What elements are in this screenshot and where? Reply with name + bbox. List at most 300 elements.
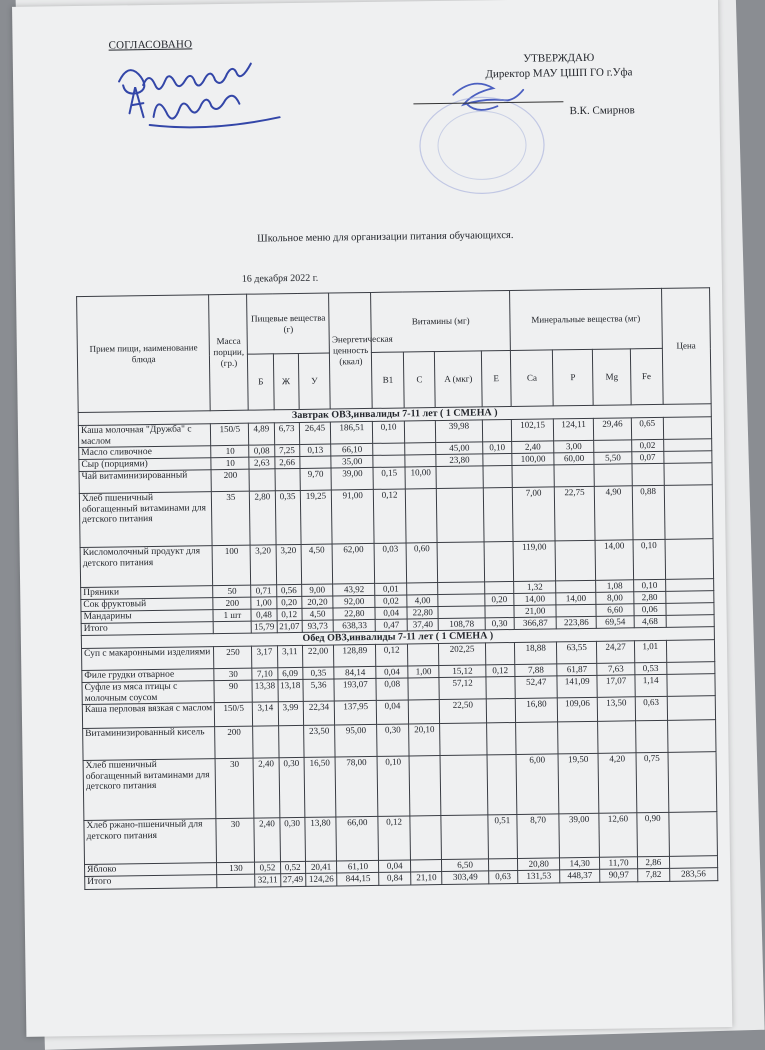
cell-mg: 1,08 xyxy=(596,580,634,593)
cell-c: 22,80 xyxy=(407,607,439,619)
cell-c xyxy=(405,489,437,543)
cell-b1: 0,04 xyxy=(379,860,411,872)
cell-kcal: 22,80 xyxy=(333,607,375,620)
cell-p xyxy=(556,580,596,593)
cell-kcal: 193,07 xyxy=(334,678,376,701)
cell-a xyxy=(437,542,484,583)
cell-mg xyxy=(594,440,632,453)
dish-name: Итого xyxy=(81,622,214,636)
col-minerals: Минеральные вещества (мг) xyxy=(510,288,662,350)
cell-kcal: 95,00 xyxy=(335,724,377,757)
cell-mg: 6,60 xyxy=(596,604,634,617)
col-c: C xyxy=(403,352,435,408)
dish-name: Сок фруктовый xyxy=(81,598,214,612)
cell-b: 0,52 xyxy=(255,862,280,874)
cell-ca: 7,88 xyxy=(515,664,557,677)
cell-b: 2,40 xyxy=(253,758,279,818)
cell-b1: 0,04 xyxy=(376,666,408,678)
cell-b1: 0,08 xyxy=(376,678,408,700)
cell-e: 0,10 xyxy=(482,441,512,453)
cell-zh: 13,18 xyxy=(278,679,304,701)
cell-ca: 16,80 xyxy=(515,698,557,723)
cell-ca: 8,70 xyxy=(517,814,560,859)
cell-e xyxy=(486,698,516,722)
dish-name: Яблоко xyxy=(85,863,218,877)
cell-price xyxy=(668,752,717,813)
cell-u: 20,41 xyxy=(305,861,337,873)
cell-e: 0,51 xyxy=(488,814,518,858)
cell-price xyxy=(666,640,715,663)
cell-zh xyxy=(275,468,301,490)
cell-b1: 0,02 xyxy=(375,595,407,607)
handwritten-signature xyxy=(109,49,310,142)
cell-mg: 11,70 xyxy=(600,857,638,870)
dish-name: Мандарины xyxy=(81,610,214,624)
cell-p: 60,00 xyxy=(554,452,594,465)
cell-u: 5,36 xyxy=(303,679,335,701)
cell-p: 14,00 xyxy=(556,592,596,605)
cell-a: 303,49 xyxy=(442,871,488,885)
cell-a: 15,12 xyxy=(439,665,485,678)
cell-u: 20,20 xyxy=(302,596,334,608)
cell-kcal: 128,89 xyxy=(334,644,376,667)
cell-a: 23,80 xyxy=(436,454,482,467)
cell-fe: 0,07 xyxy=(632,451,664,463)
cell-b: 0,48 xyxy=(251,609,276,621)
cell-mass: 200 xyxy=(215,726,253,759)
dish-name: Витаминизированный кисель xyxy=(83,727,216,761)
cell-ca: 20,80 xyxy=(518,858,560,871)
cell-b: 1,00 xyxy=(251,597,276,609)
document-page xyxy=(12,0,732,1037)
cell-price xyxy=(665,591,714,604)
cell-a: 6,50 xyxy=(442,859,488,872)
cell-zh: 3,20 xyxy=(276,544,302,584)
cell-c xyxy=(407,583,439,595)
cell-zh: 0,52 xyxy=(280,861,305,873)
cell-fe: 0,65 xyxy=(631,417,663,439)
cell-kcal: 91,00 xyxy=(332,489,375,544)
cell-fe: 7,82 xyxy=(638,868,670,881)
cell-zh: 0,12 xyxy=(277,608,302,620)
cell-kcal: 844,15 xyxy=(337,872,379,886)
cell-ca xyxy=(512,465,554,488)
col-zh: Ж xyxy=(273,353,299,409)
cell-a: 39,98 xyxy=(436,420,483,443)
dish-name: Филе грудки отварное xyxy=(82,669,215,683)
cell-e: 0,30 xyxy=(485,617,515,629)
cell-kcal: 39,00 xyxy=(331,467,373,490)
cell-u: 4,50 xyxy=(301,544,333,584)
cell-b: 32,11 xyxy=(255,874,280,887)
cell-ca: 102,15 xyxy=(511,419,553,442)
col-nutrients: Пищевые вещества (г) xyxy=(247,293,330,354)
cell-c xyxy=(408,700,440,724)
col-mg: Mg xyxy=(593,349,632,406)
cell-b1: 0,01 xyxy=(375,583,407,595)
cell-e xyxy=(486,676,516,698)
cell-ca: 100,00 xyxy=(512,453,554,466)
col-meal: Прием пищи, наименование блюда xyxy=(77,295,211,413)
cell-c: 21,10 xyxy=(411,872,443,885)
cell-zh: 6,73 xyxy=(274,422,300,444)
cell-c xyxy=(409,756,441,816)
cell-mg: 17,07 xyxy=(597,675,635,698)
cell-b: 3,17 xyxy=(252,646,278,668)
menu-table xyxy=(76,287,718,890)
cell-mg: 29,46 xyxy=(593,418,631,441)
cell-a xyxy=(437,488,484,543)
cell-fe: 0,88 xyxy=(632,485,664,539)
lunch-section-title: Обед ОВЗ,инвалиды 7-11 лет ( 1 СМЕНА ) xyxy=(81,627,714,649)
cell-a xyxy=(438,594,484,607)
cell-p: 22,75 xyxy=(554,486,595,541)
cell-c: 4,00 xyxy=(407,595,439,607)
table-row xyxy=(83,752,717,821)
cell-u: 0,35 xyxy=(303,667,335,679)
cell-b1: 0,04 xyxy=(375,607,407,619)
dish-name: Итого xyxy=(85,875,218,890)
cell-fe: 1,01 xyxy=(634,640,666,662)
dish-name: Суп с макаронными изделиями xyxy=(81,647,214,671)
cell-fe: 2,80 xyxy=(634,591,666,603)
cell-kcal: 66,00 xyxy=(336,816,379,861)
cell-p: 39,00 xyxy=(559,813,600,858)
cell-b: 2,80 xyxy=(250,491,276,545)
cell-ca: 14,00 xyxy=(514,593,556,606)
cell-b: 2,63 xyxy=(249,457,274,469)
cell-zh: 21,07 xyxy=(277,620,302,632)
cell-p: 223,86 xyxy=(556,616,596,629)
cell-c: 0,60 xyxy=(406,543,438,583)
cell-mass: 250 xyxy=(214,646,252,669)
dish-name: Суфле из мяса птицы с молочным соусом xyxy=(82,681,215,705)
cell-mg: 4,90 xyxy=(594,486,633,541)
cell-mass: 30 xyxy=(216,818,254,863)
cell-u: 124,26 xyxy=(305,873,337,886)
cell-price xyxy=(664,485,713,540)
cell-fe: 0,10 xyxy=(634,579,666,591)
cell-p: 14,30 xyxy=(560,857,600,870)
cell-p xyxy=(555,540,596,581)
cell-price xyxy=(669,856,718,869)
breakfast-section-title: Завтрак ОВЗ,инвалиды 7-11 лет ( 1 СМЕНА ) xyxy=(78,404,711,426)
cell-mass xyxy=(217,874,255,888)
cell-b1: 0,10 xyxy=(377,756,409,816)
cell-a: 57,12 xyxy=(439,677,486,700)
cell-ca: 21,00 xyxy=(514,605,556,618)
col-fe: Fe xyxy=(630,348,662,404)
cell-e xyxy=(482,419,512,441)
approved-title: УТВЕРЖДАЮ xyxy=(523,51,595,65)
cell-c: 20,10 xyxy=(408,724,440,756)
cell-kcal: 638,33 xyxy=(333,619,375,632)
dish-name: Хлеб ржано-пшеничный для детского питания xyxy=(84,819,217,865)
cell-ca: 131,53 xyxy=(518,870,560,884)
cell-zh: 0,30 xyxy=(279,817,305,861)
cell-b: 7,10 xyxy=(252,668,277,680)
cell-mg: 14,00 xyxy=(595,540,633,581)
cell-zh: 0,35 xyxy=(275,490,301,544)
cell-mass: 10 xyxy=(211,457,249,470)
cell-zh: 27,49 xyxy=(280,873,305,886)
cell-c xyxy=(410,816,442,860)
cell-mass: 200 xyxy=(213,597,251,610)
cell-e xyxy=(484,581,514,593)
cell-price xyxy=(663,463,712,486)
col-ca: Ca xyxy=(511,350,554,407)
cell-u: 93,73 xyxy=(302,620,334,632)
cell-p: 61,87 xyxy=(557,663,597,676)
cell-mg: 24,27 xyxy=(597,641,635,664)
cell-kcal: 43,92 xyxy=(333,583,375,596)
cell-a xyxy=(438,582,484,595)
col-a: A (мкг) xyxy=(435,351,482,408)
cell-fe: 0,53 xyxy=(635,662,667,674)
cell-e xyxy=(485,642,515,664)
cell-b: 0,08 xyxy=(249,445,274,457)
cell-mg: 8,00 xyxy=(596,592,634,605)
cell-e xyxy=(484,541,514,581)
col-u: У xyxy=(298,353,330,409)
cell-mass: 200 xyxy=(211,469,249,492)
cell-u: 23,50 xyxy=(303,725,335,757)
cell-mass: 130 xyxy=(217,862,255,875)
cell-e xyxy=(485,605,515,617)
col-b1: B1 xyxy=(372,352,404,408)
cell-mg: 13,50 xyxy=(597,697,635,722)
dish-name: Каша молочная "Дружба" с маслом xyxy=(78,424,211,448)
cell-u: 22,00 xyxy=(302,645,334,667)
cell-b1 xyxy=(373,455,405,467)
cell-p xyxy=(554,464,594,487)
cell-zh: 0,30 xyxy=(279,757,305,817)
cell-e xyxy=(483,453,513,465)
cell-c xyxy=(405,443,437,455)
col-p: P xyxy=(553,349,594,406)
dish-name: Масло сливочное xyxy=(79,446,212,460)
cell-e xyxy=(483,465,513,487)
col-vitamins: Витамины (мг) xyxy=(371,291,511,353)
col-b: Б xyxy=(248,354,274,410)
cell-a: 45,00 xyxy=(436,442,482,455)
cell-b1: 0,12 xyxy=(376,644,408,666)
cell-price xyxy=(663,417,712,440)
cell-b1: 0,12 xyxy=(374,489,406,543)
cell-ca: 52,47 xyxy=(515,676,557,699)
cell-mass: 150/5 xyxy=(215,702,253,727)
cell-b1: 0,47 xyxy=(375,619,407,631)
cell-fe: 2,86 xyxy=(637,856,669,868)
cell-mass: 50 xyxy=(213,585,251,598)
cell-u: 0,13 xyxy=(299,444,331,456)
cell-mass: 1 шт xyxy=(213,609,251,622)
cell-c xyxy=(404,421,436,443)
cell-fe: 0,63 xyxy=(635,696,667,720)
cell-ca xyxy=(516,722,558,755)
cell-mass: 35 xyxy=(212,491,251,546)
cell-mass: 100 xyxy=(213,545,251,586)
dish-name: Хлеб пшеничный обогащенный витаминами для детского питания xyxy=(79,492,212,548)
cell-price xyxy=(665,539,714,580)
dish-name: Чай витаминизированный xyxy=(79,470,212,494)
cell-mass: 30 xyxy=(216,758,255,819)
cell-c xyxy=(405,455,437,467)
dish-name: Хлеб пшеничный обогащенный витаминами для детского питания xyxy=(83,759,216,821)
cell-u: 22,34 xyxy=(303,701,335,725)
cell-p: 19,50 xyxy=(558,753,599,814)
cell-b1: 0,84 xyxy=(379,872,411,885)
cell-b: 13,38 xyxy=(252,680,278,702)
cell-zh: 7,25 xyxy=(274,444,299,456)
cell-price xyxy=(668,812,717,857)
cell-fe: 0,06 xyxy=(634,603,666,615)
cell-fe xyxy=(632,463,664,485)
cell-price xyxy=(667,696,716,721)
cell-c xyxy=(410,860,442,872)
cell-zh: 2,66 xyxy=(274,456,299,468)
cell-p xyxy=(558,721,598,754)
cell-kcal: 66,10 xyxy=(331,443,373,456)
cell-kcal: 84,14 xyxy=(334,666,376,679)
cell-mg: 7,63 xyxy=(597,663,635,676)
cell-b: 0,71 xyxy=(251,585,276,597)
cell-price xyxy=(663,439,712,452)
cell-e xyxy=(483,487,513,541)
cell-e xyxy=(486,722,516,754)
cell-b1: 0,12 xyxy=(378,816,410,860)
cell-u: 26,45 xyxy=(299,422,331,444)
cell-c: 37,40 xyxy=(407,619,439,631)
cell-price xyxy=(665,579,714,592)
cell-ca: 2,40 xyxy=(512,441,554,454)
cell-b: 3,14 xyxy=(253,702,279,726)
cell-ca: 119,00 xyxy=(513,541,556,582)
cell-mg: 5,50 xyxy=(594,452,632,465)
cell-zh: 6,09 xyxy=(277,667,302,679)
cell-b: 4,89 xyxy=(249,423,275,445)
cell-e xyxy=(488,858,518,870)
cell-ca: 6,00 xyxy=(516,754,559,815)
cell-c: 1,00 xyxy=(408,666,440,678)
cell-p: 109,06 xyxy=(557,697,597,722)
cell-price xyxy=(667,720,716,753)
cell-u: 19,25 xyxy=(300,490,332,544)
dish-name: Сыр (порциями) xyxy=(79,458,212,472)
cell-ca: 7,00 xyxy=(512,487,555,542)
col-e: E xyxy=(481,351,511,407)
director-name: В.К. Смирнов xyxy=(569,104,635,118)
cell-kcal: 62,00 xyxy=(332,543,375,584)
cell-kcal: 137,95 xyxy=(335,700,377,725)
cell-kcal: 61,10 xyxy=(337,860,379,873)
cell-u: 4,50 xyxy=(302,608,334,620)
cell-fe xyxy=(636,720,668,752)
cell-b1 xyxy=(373,443,405,455)
cell-fe: 4,68 xyxy=(634,615,666,627)
cell-e: 0,63 xyxy=(488,870,518,883)
seal-stamp xyxy=(411,89,553,201)
col-mass: Масса порции, (гр.) xyxy=(209,294,248,411)
cell-u: 13,80 xyxy=(305,817,337,861)
cell-b xyxy=(253,726,279,758)
cell-kcal: 186,51 xyxy=(331,421,373,444)
cell-mass: 30 xyxy=(214,668,252,681)
cell-b1: 0,03 xyxy=(374,543,406,583)
cell-ca: 18,88 xyxy=(515,642,557,665)
cell-p: 448,37 xyxy=(560,869,600,883)
cell-mg xyxy=(594,464,632,487)
cell-zh: 3,99 xyxy=(278,701,304,725)
cell-mg: 12,60 xyxy=(599,813,637,858)
cell-mass: 10 xyxy=(211,445,249,458)
cell-a: 202,25 xyxy=(439,643,486,666)
cell-p: 124,11 xyxy=(554,418,594,441)
cell-b1: 0,10 xyxy=(373,421,405,443)
cell-mass: 150/5 xyxy=(211,423,249,446)
cell-a xyxy=(436,466,483,489)
cell-fe: 1,14 xyxy=(635,674,667,696)
cell-fe: 0,02 xyxy=(632,439,664,451)
cell-zh xyxy=(278,725,304,757)
cell-mg xyxy=(598,721,636,754)
cell-p: 3,00 xyxy=(554,440,594,453)
cell-price: 283,56 xyxy=(669,868,718,882)
cell-u: 9,70 xyxy=(300,468,332,490)
cell-mass: 90 xyxy=(214,680,252,703)
cell-mg: 90,97 xyxy=(600,869,638,883)
dish-name: Каша перловая вязкая с маслом xyxy=(82,703,215,729)
cell-a: 108,78 xyxy=(439,618,485,631)
cell-p: 63,55 xyxy=(557,641,597,664)
cell-b: 15,79 xyxy=(251,621,276,633)
cell-ca: 366,87 xyxy=(514,617,556,630)
cell-fe: 0,10 xyxy=(633,539,665,579)
approved-position: Директор МАУ ЦШП ГО г.Уфа xyxy=(485,66,633,81)
cell-e: 0,12 xyxy=(485,664,515,676)
cell-kcal: 35,00 xyxy=(331,455,373,468)
approval-label: СОГЛАСОВАНО xyxy=(108,38,193,52)
cell-price xyxy=(663,451,712,464)
cell-zh: 3,11 xyxy=(277,645,303,667)
cell-u: 16,50 xyxy=(304,757,336,817)
dish-name: Кисломолочный продукт для детского питания xyxy=(80,546,213,588)
cell-price xyxy=(666,615,715,628)
cell-b: 3,20 xyxy=(250,545,276,585)
cell-b1: 0,30 xyxy=(377,724,409,756)
document-date: 16 декабря 2022 г. xyxy=(241,272,319,285)
cell-price xyxy=(666,674,715,697)
cell-mass xyxy=(214,621,252,634)
cell-price xyxy=(666,662,715,675)
cell-kcal: 92,00 xyxy=(333,595,375,608)
cell-b1: 0,15 xyxy=(373,467,405,489)
cell-kcal: 78,00 xyxy=(335,756,378,817)
cell-a xyxy=(440,723,487,756)
cell-c: 10,00 xyxy=(405,467,437,489)
col-energy: Энергетическая ценность (ккал) xyxy=(329,292,373,409)
col-price: Цена xyxy=(661,288,711,405)
cell-e xyxy=(487,754,517,814)
cell-zh: 0,56 xyxy=(276,584,301,596)
cell-u: 9,00 xyxy=(301,584,333,596)
cell-a xyxy=(438,606,484,619)
cell-p xyxy=(556,604,596,617)
cell-c xyxy=(407,644,439,666)
cell-u xyxy=(300,456,332,468)
cell-b xyxy=(249,469,275,491)
cell-mg: 4,20 xyxy=(598,753,637,814)
